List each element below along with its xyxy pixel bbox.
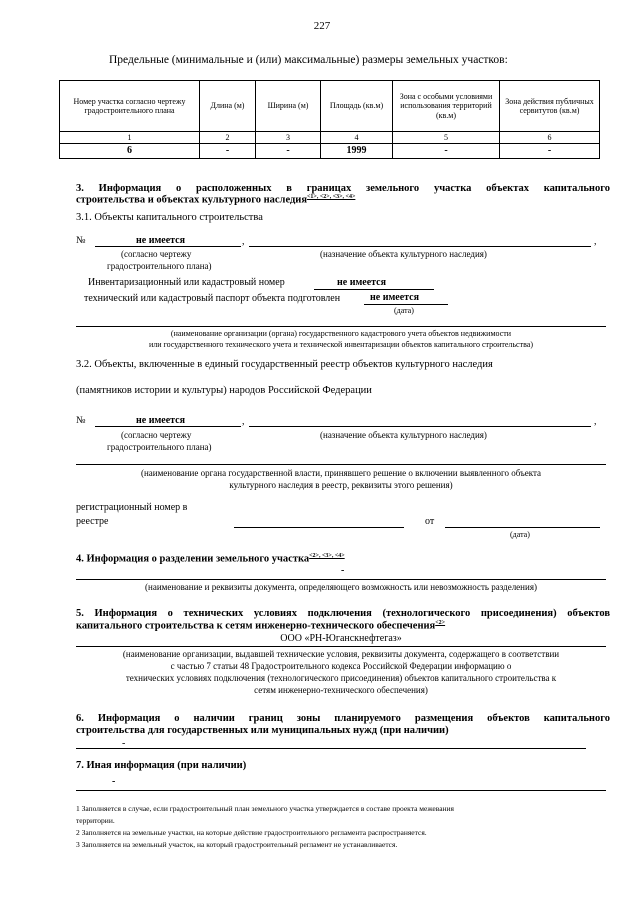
footnote-1: 1 Заполняется в случае, если градостроительный план земельного участка утверждается в составе проекта межевания	[76, 804, 455, 813]
date-caption: (дата)	[394, 306, 414, 315]
plot-number-value: 6	[60, 144, 200, 159]
section5-caption-line1: (наименование организации, выдавшей технические условия, реквизиты документа, содержащего в соответствии	[122, 649, 560, 659]
section4-caption: (наименование и реквизиты документа, определяющего возможность или невозможность разделения)	[145, 582, 537, 592]
footnote-refs[interactable]: <1>, <2>, <3>, <4>	[307, 194, 356, 200]
table-header-row	[60, 81, 600, 132]
header-cell: Зона с особыми условиями использования территорий (кв.м)	[393, 81, 500, 132]
section5-org: ООО «РН-Юганскнефтегаз»	[280, 633, 402, 644]
registration-label-line1: регистрационный номер в	[76, 502, 188, 513]
header-cell: Номер участка согласно чертежу градостроительного плана	[60, 81, 200, 132]
purpose-caption: (назначение объекта культурного наследия)	[320, 430, 487, 440]
section3-heading-line2	[76, 194, 355, 206]
column-number: 2	[200, 132, 256, 144]
section6-heading-line1: 6. Информация о наличии границ зоны планируемого размещения объектов капитального	[76, 713, 610, 724]
header-cell: Длина (м)	[200, 81, 256, 132]
comma: ,	[242, 416, 245, 427]
width-value: -	[256, 144, 321, 159]
header-cell: Площадь (кв.м)	[321, 81, 393, 132]
number-sign: №	[76, 235, 86, 246]
section5-heading-line2	[76, 620, 445, 632]
column-number: 5	[393, 132, 500, 144]
table-value-row	[60, 144, 600, 159]
land-plot-sizes-table	[59, 80, 600, 159]
footnote-2: 2 Заполняется на земельные участки, на которые действие градостроительного регламента распространяется.	[76, 828, 427, 837]
date-caption: (дата)	[510, 530, 530, 539]
comma: ,	[594, 236, 597, 247]
section4-heading	[76, 553, 345, 565]
section5-heading-text: капитального строительства к сетям инженерно-технического обеспечения	[76, 620, 436, 632]
header-cell: Ширина (м)	[256, 81, 321, 132]
column-number: 1	[60, 132, 200, 144]
object-number-value: не имеется	[136, 235, 186, 246]
page-number: 227	[313, 20, 331, 32]
servitude-zone-value: -	[500, 144, 600, 159]
section4-heading-text: 4. Информация о разделении земельного участка	[76, 553, 310, 565]
footnote-refs[interactable]: <2>	[435, 620, 446, 626]
passport-label: технический или кадастровый паспорт объекта подготовлен	[84, 293, 341, 304]
registration-label-line2: реестре	[76, 516, 109, 527]
section6-value: -	[122, 738, 126, 749]
column-number: 6	[500, 132, 600, 144]
per-drawing-caption-line2: градостроительного плана)	[107, 261, 212, 271]
section7-value: -	[112, 776, 116, 787]
table-title: Предельные (минимальные и (или) максимальные) размеры земельных участков:	[109, 54, 508, 66]
comma: ,	[594, 416, 597, 427]
org-caption-line2: или государственного технического учета и технической инвентаризации объектов капитального строительства)	[148, 340, 533, 349]
section6-heading-line2: строительства для государственных или муниципальных нужд (при наличии)	[76, 725, 449, 736]
section3-heading-text: строительства и объектах культурного наследия	[76, 194, 308, 206]
footnote-refs[interactable]: <2>, <3>, <4>	[309, 553, 345, 559]
from-label: от	[425, 516, 435, 527]
per-drawing-caption-line2: градостроительного плана)	[107, 442, 212, 452]
passport-value: не имеется	[370, 292, 420, 303]
column-number: 3	[256, 132, 321, 144]
section7-heading: 7. Иная информация (при наличии)	[76, 760, 247, 771]
section4-value: -	[341, 565, 345, 576]
section32-title-line2: (памятников истории и культуры) народов Российской Федерации	[76, 385, 372, 396]
section5-caption-line3: технических условиях подключения (технологического присоединения) объектов капитального строительства к	[125, 673, 557, 683]
org-caption-line1: (наименование организации (органа) государственного кадастрового учета объектов недвижимости	[170, 329, 512, 338]
number-sign: №	[76, 415, 86, 426]
table-number-row	[60, 132, 600, 144]
section3-heading-line1: 3. Информация о расположенных в границах земельного участка объектах капитального	[76, 183, 610, 194]
column-number: 4	[321, 132, 393, 144]
per-drawing-caption-line1: (согласно чертежу	[121, 430, 192, 440]
footnote-1-cont: территории.	[76, 816, 115, 825]
purpose-caption: (назначение объекта культурного наследия)	[320, 249, 487, 259]
length-value: -	[200, 144, 256, 159]
section5-caption-line2: с частью 7 статьи 48 Градостроительного кодекса Российской Федерации информацию о	[170, 661, 512, 671]
section5-caption-line4: сетям инженерно-технического обеспечения)	[254, 685, 428, 695]
object-number-value: не имеется	[136, 415, 186, 426]
section32-title-line1: 3.2. Объекты, включенные в единый государственный реестр объектов культурного наследия	[76, 359, 493, 370]
header-cell: Зона действия публичных сервитутов (кв.м)	[500, 81, 600, 132]
inventory-label: Инвентаризационный или кадастровый номер	[88, 277, 285, 288]
section5-heading-line1: 5. Информация о технических условиях подключения (технологического присоединения) объектов	[76, 608, 610, 619]
comma: ,	[242, 236, 245, 247]
per-drawing-caption-line1: (согласно чертежу	[121, 249, 192, 259]
area-value: 1999	[321, 144, 393, 159]
authority-caption-line1: (наименование органа государственной власти, принявшего решение о включении выявленного объекта	[140, 468, 542, 478]
special-zone-value: -	[393, 144, 500, 159]
section31-title: 3.1. Объекты капитального строительства	[76, 212, 263, 223]
authority-caption-line2: культурного наследия в реестр, реквизиты этого решения)	[229, 480, 453, 490]
footnote-3: 3 Заполняется на земельный участок, на который градостроительный регламент не устанавливается.	[76, 840, 398, 849]
inventory-value: не имеется	[337, 277, 387, 288]
